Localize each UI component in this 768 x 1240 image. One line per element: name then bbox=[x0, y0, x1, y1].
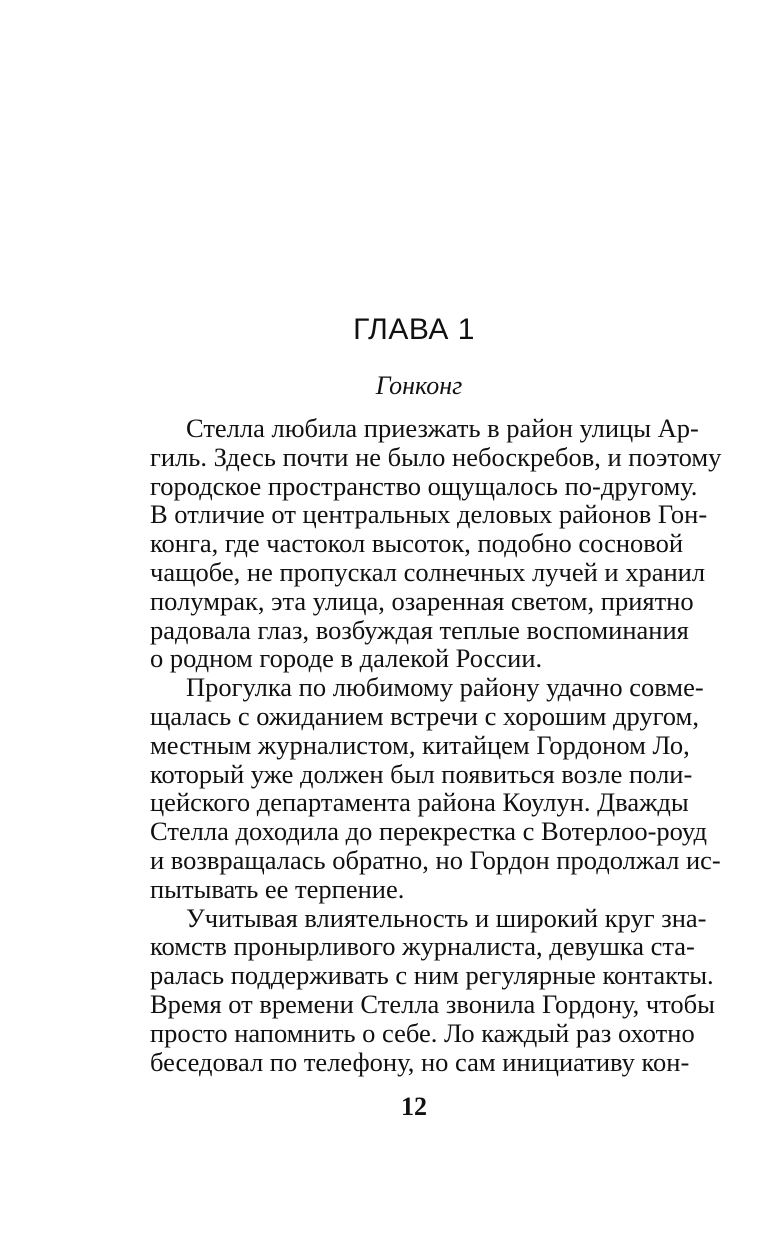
text-line: городское пространство ощущалось по-другому. bbox=[150, 470, 698, 501]
body-text bbox=[150, 413, 722, 1077]
text-line: просто напомнить о себе. Ло каждый раз охотно bbox=[150, 1017, 695, 1048]
page-number: 12 bbox=[401, 1092, 427, 1121]
text-line: гиль. Здесь почти не было небоскребов, и поэтому bbox=[150, 441, 722, 472]
text-line: цейского департамента района Коулун. Дважды bbox=[150, 787, 689, 818]
text-line: который уже должен был появиться возле поли- bbox=[150, 758, 693, 789]
text-line: Время от времени Стелла звонила Гордону, чтобы bbox=[150, 988, 715, 1019]
text-line: Прогулка по любимому району удачно совме- bbox=[186, 672, 704, 703]
text-line: и возвращалась обратно, но Гордон продолжал ис- bbox=[150, 844, 721, 875]
text-line: беседовал по телефону, но сам инициативу кон- bbox=[150, 1046, 690, 1077]
text-line: Учитывая влиятельность и широкий круг зна- bbox=[186, 902, 707, 933]
text-line: радовала глаз, возбуждая теплые воспоминания bbox=[150, 614, 689, 645]
text-line: пытывать ее терпение. bbox=[150, 873, 405, 904]
text-line: местным журналистом, китайцем Гордоном Ло, bbox=[150, 729, 690, 760]
text-line: ралась поддерживать с ним регулярные контакты. bbox=[150, 960, 714, 991]
text-line: комств пронырливого журналиста, девушка ста- bbox=[150, 931, 695, 962]
chapter-subtitle: Гонконг bbox=[375, 371, 463, 400]
text-line: В отличие от центральных деловых районов Гон- bbox=[150, 499, 708, 530]
chapter-title: ГЛАВА 1 bbox=[353, 313, 475, 346]
text-line: Стелла любила приезжать в район улицы Ар- bbox=[186, 413, 699, 443]
text-line: щалась с ожиданием встречи с хорошим другом, bbox=[150, 700, 699, 731]
text-line: конга, где частокол высоток, подобно сосновой bbox=[150, 528, 684, 559]
text-line: чащобе, не пропускал солнечных лучей и хранил bbox=[150, 556, 706, 587]
text-line: полумрак, эта улица, озаренная светом, приятно bbox=[150, 585, 694, 616]
text-line: о родном городе в далекой России. bbox=[150, 643, 543, 674]
text-line: Стелла доходила до перекрестка с Вотерлоо-роуд bbox=[150, 816, 707, 847]
